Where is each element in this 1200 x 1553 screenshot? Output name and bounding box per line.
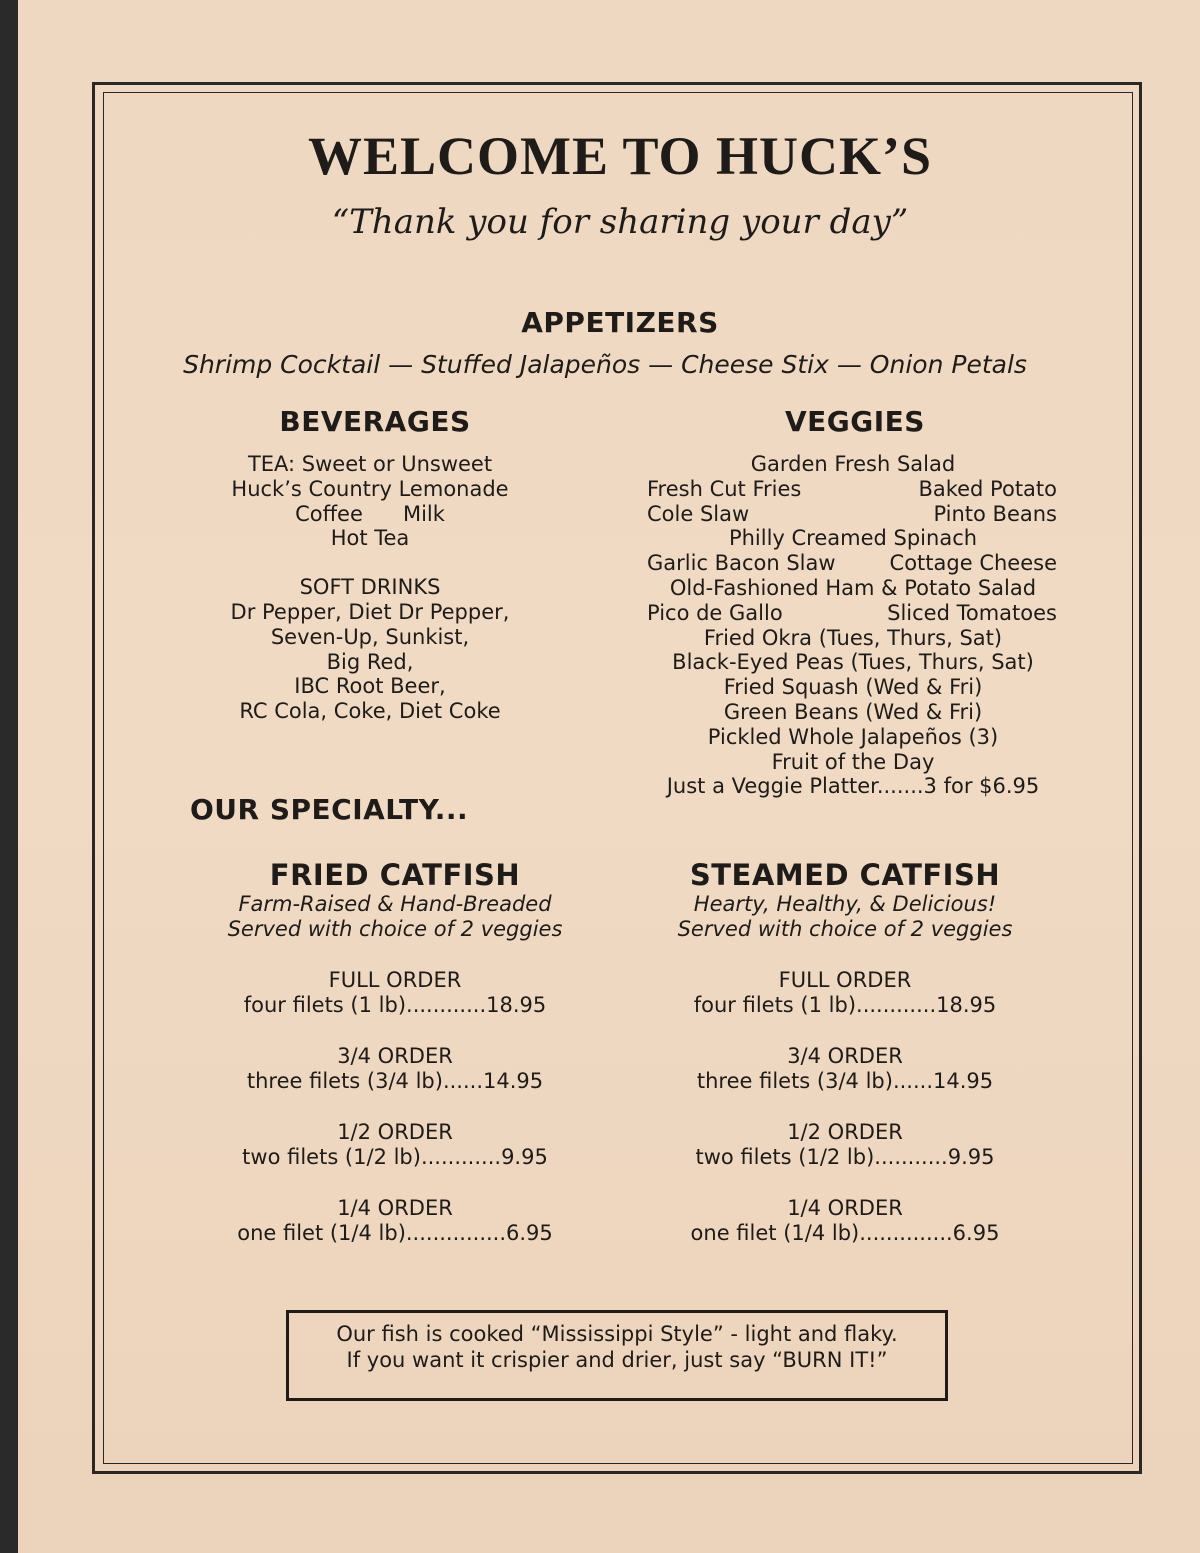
appetizers-list: Shrimp Cocktail — Stuffed Jalapeños — Cheese Stix — Onion Petals	[183, 350, 1027, 379]
soft-drink-item: IBC Root Beer,	[294, 674, 446, 699]
veggie-item: Philly Creamed Spinach	[728, 526, 978, 551]
veggie-row	[643, 626, 1063, 651]
order-item	[645, 1044, 1045, 1094]
soft-drink-item: Seven-Up, Sunkist,	[270, 624, 470, 649]
veggies-heading: VEGGIES	[785, 405, 925, 438]
soft-drinks-heading: SOFT DRINKS	[299, 575, 441, 600]
veggie-item: Old-Fashioned Ham & Potato Salad	[669, 575, 1037, 600]
veggie-row	[643, 700, 1063, 725]
veggie-item: Fried Squash (Wed & Fri)	[723, 675, 983, 700]
steamed-catfish-title: STEAMED CATFISH	[689, 858, 1001, 892]
veggie-row	[643, 650, 1063, 675]
veggie-item: Garlic Bacon Slaw	[647, 551, 836, 576]
order-name: 1/2 ORDER	[787, 1120, 903, 1144]
soft-drink-item: Big Red,	[326, 649, 414, 674]
order-item	[645, 1120, 1045, 1170]
order-name: 1/4 ORDER	[787, 1196, 903, 1220]
fried-catfish-note: Served with choice of 2 veggies	[227, 917, 563, 941]
beverage-item: Huck’s Country Lemonade	[231, 476, 509, 501]
veggie-item: Pico de Gallo	[647, 600, 783, 625]
fried-catfish-subtitle: Farm-Raised & Hand-Breaded	[238, 892, 552, 916]
order-item	[645, 968, 1045, 1018]
order-detail: four filets (1 lb)............18.95	[693, 993, 997, 1017]
order-name: FULL ORDER	[778, 968, 912, 992]
veggie-row	[643, 576, 1063, 601]
veggies-list	[643, 452, 1063, 799]
veggie-row	[643, 750, 1063, 775]
veggie-item: Garden Fresh Salad	[750, 452, 956, 476]
order-detail: four filets (1 lb)............18.95	[243, 993, 547, 1017]
veggie-item: Sliced Tomatoes	[887, 600, 1057, 625]
fried-catfish-section	[195, 858, 595, 1246]
order-detail: one filet (1/4 lb)..............6.95	[690, 1221, 1000, 1245]
veggie-item: Green Beans (Wed & Fri)	[723, 699, 983, 724]
veggie-item: Fresh Cut Fries	[647, 476, 802, 501]
order-name: 1/4 ORDER	[337, 1196, 453, 1220]
beverage-item: Hot Tea	[330, 526, 410, 551]
order-detail: one filet (1/4 lb)...............6.95	[237, 1221, 553, 1245]
veggie-item: Black-Eyed Peas (Tues, Thurs, Sat)	[672, 650, 1034, 675]
veggie-row	[643, 551, 1063, 576]
steamed-catfish-note: Served with choice of 2 veggies	[677, 917, 1013, 941]
beverage-item: TEA: Sweet or Unsweet	[247, 452, 493, 476]
order-item	[195, 1120, 595, 1170]
veggie-row	[643, 774, 1063, 799]
veggie-row	[643, 526, 1063, 551]
veggie-item: Cottage Cheese	[889, 551, 1057, 576]
order-detail: two filets (1/2 lb)............9.95	[242, 1145, 548, 1169]
veggie-item: Fried Okra (Tues, Thurs, Sat)	[703, 625, 1003, 650]
veggie-item: Pickled Whole Jalapeños (3)	[707, 724, 999, 749]
veggie-row	[643, 601, 1063, 626]
cooking-note-line: Our fish is cooked “Mississippi Style” - light and flaky.	[336, 1322, 898, 1346]
specialty-heading: OUR SPECIALTY...	[190, 793, 469, 826]
veggie-row	[643, 502, 1063, 527]
order-name: 3/4 ORDER	[787, 1044, 903, 1068]
order-item	[195, 1044, 595, 1094]
order-detail: three filets (3/4 lb)......14.95	[696, 1069, 994, 1093]
veggie-row	[643, 725, 1063, 750]
order-name: 1/2 ORDER	[337, 1120, 453, 1144]
veggie-row	[643, 477, 1063, 502]
veggie-item: Pinto Beans	[933, 501, 1057, 526]
veggie-item: Cole Slaw	[647, 501, 750, 526]
steamed-catfish-subtitle: Hearty, Healthy, & Delicious!	[693, 892, 997, 916]
order-detail: two filets (1/2 lb)...........9.95	[695, 1145, 995, 1169]
order-name: FULL ORDER	[328, 968, 462, 992]
menu-tagline: “Thank you for sharing your day”	[331, 202, 909, 242]
beverages-heading: BEVERAGES	[279, 405, 471, 438]
soft-drink-item: Dr Pepper, Diet Dr Pepper,	[230, 599, 510, 624]
order-item	[195, 968, 595, 1018]
appetizers-heading: APPETIZERS	[521, 306, 719, 339]
veggie-row	[643, 675, 1063, 700]
veggie-item: Baked Potato	[918, 476, 1057, 501]
cooking-note-box	[286, 1310, 948, 1401]
order-item	[645, 1196, 1045, 1246]
beverage-item: Coffee Milk	[295, 501, 445, 526]
beverages-list	[170, 452, 570, 724]
steamed-catfish-section	[645, 858, 1045, 1246]
order-detail: three filets (3/4 lb)......14.95	[246, 1069, 544, 1093]
fried-catfish-title: FRIED CATFISH	[269, 858, 521, 892]
order-item	[195, 1196, 595, 1246]
order-name: 3/4 ORDER	[337, 1044, 453, 1068]
veggie-item: Just a Veggie Platter.......3 for $6.95	[666, 774, 1040, 799]
veggie-item: Fruit of the Day	[771, 749, 935, 774]
soft-drink-item: RC Cola, Coke, Diet Coke	[239, 699, 501, 724]
cooking-note-line: If you want it crispier and drier, just say “BURN IT!”	[346, 1348, 888, 1372]
veggie-row	[643, 452, 1063, 477]
menu-title: WELCOME TO HUCK’S	[307, 126, 933, 186]
